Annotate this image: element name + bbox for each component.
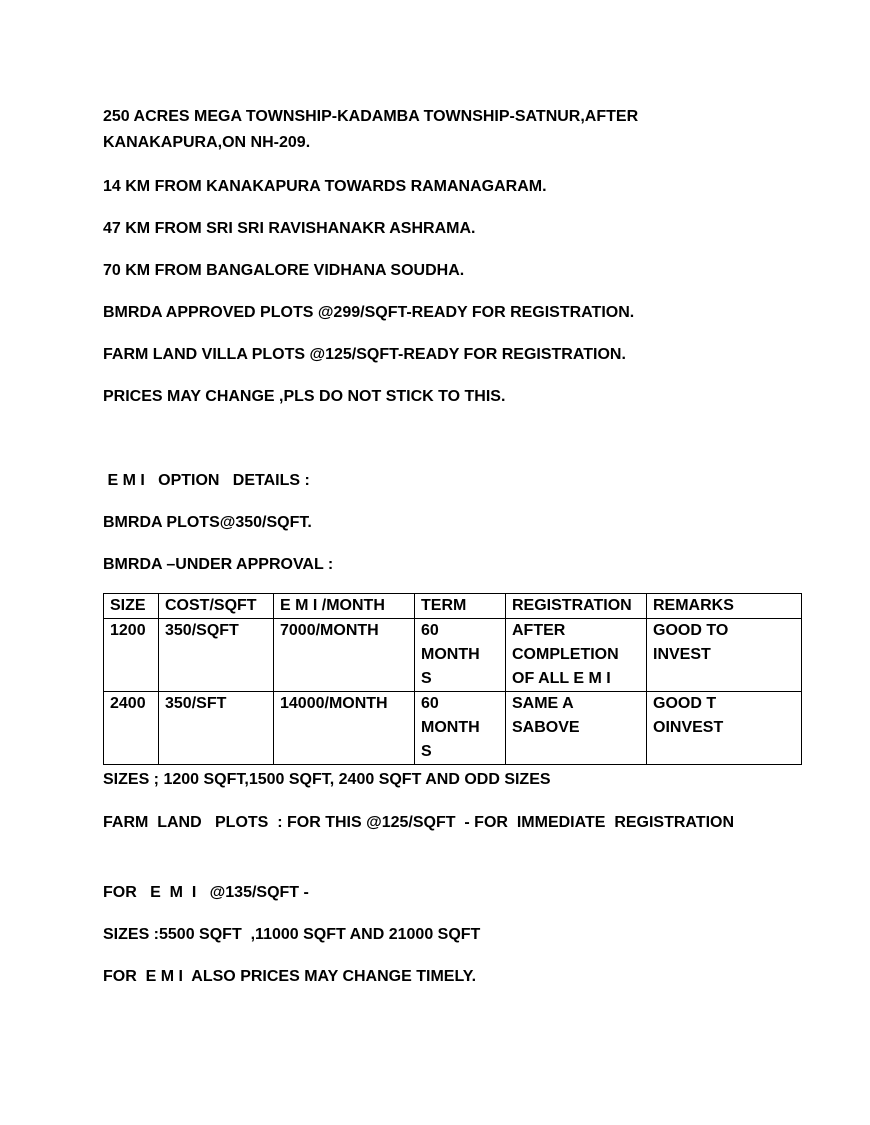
bmrda-emi-rate: BMRDA PLOTS@350/SQFT. bbox=[103, 514, 312, 531]
farm-villa-price: FARM LAND VILLA PLOTS @125/SQFT-READY FOR REGISTRATION. bbox=[103, 346, 626, 363]
cell-remarks: GOOD T OINVEST bbox=[647, 692, 802, 765]
table-row bbox=[104, 619, 802, 692]
cell-registration: AFTER COMPLETION OF ALL E M I bbox=[506, 619, 647, 692]
township-title-line2: KANAKAPURA,ON NH-209. bbox=[103, 134, 311, 151]
emi-table bbox=[103, 593, 802, 765]
header-cost: COST/SQFT bbox=[159, 594, 274, 619]
distance-kanakapura: 14 KM FROM KANAKAPURA TOWARDS RAMANAGARAM. bbox=[103, 178, 547, 195]
cell-term: 60 MONTH S bbox=[415, 619, 506, 692]
header-registration: REGISTRATION bbox=[506, 594, 647, 619]
distance-ashrama: 47 KM FROM SRI SRI RAVISHANAKR ASHRAMA. bbox=[103, 220, 476, 237]
table-header-row bbox=[104, 594, 802, 619]
distance-bangalore: 70 KM FROM BANGALORE VIDHANA SOUDHA. bbox=[103, 262, 465, 279]
available-sizes: SIZES ; 1200 SQFT,1500 SQFT, 2400 SQFT AND ODD SIZES bbox=[103, 771, 551, 788]
emi-heading: E M I OPTION DETAILS : bbox=[103, 472, 310, 489]
cell-remarks: GOOD TO INVEST bbox=[647, 619, 802, 692]
header-remarks: REMARKS bbox=[647, 594, 802, 619]
farm-emi-note: FOR E M I ALSO PRICES MAY CHANGE TIMELY. bbox=[103, 968, 477, 985]
bmrda-approved-price: BMRDA APPROVED PLOTS @299/SQFT-READY FOR REGISTRATION. bbox=[103, 304, 635, 321]
header-term: TERM bbox=[415, 594, 506, 619]
farm-sizes: SIZES :5500 SQFT ,11000 SQFT AND 21000 SQFT bbox=[103, 926, 481, 943]
price-disclaimer: PRICES MAY CHANGE ,PLS DO NOT STICK TO THIS. bbox=[103, 388, 506, 405]
cell-cost: 350/SFT bbox=[159, 692, 274, 765]
cell-size: 2400 bbox=[104, 692, 159, 765]
table-row bbox=[104, 692, 802, 765]
farm-land-plots: FARM LAND PLOTS : FOR THIS @125/SQFT - FOR IMMEDIATE REGISTRATION bbox=[103, 814, 735, 831]
cell-registration: SAME A SABOVE bbox=[506, 692, 647, 765]
cell-size: 1200 bbox=[104, 619, 159, 692]
farm-emi-rate: FOR E M I @135/SQFT - bbox=[103, 884, 309, 901]
header-emi: E M I /MONTH bbox=[274, 594, 415, 619]
header-size: SIZE bbox=[104, 594, 159, 619]
cell-term: 60 MONTH S bbox=[415, 692, 506, 765]
cell-cost: 350/SQFT bbox=[159, 619, 274, 692]
cell-emi: 14000/MONTH bbox=[274, 692, 415, 765]
township-title-line1: 250 ACRES MEGA TOWNSHIP-KADAMBA TOWNSHIP-SATNUR,AFTER bbox=[103, 108, 639, 125]
cell-emi: 7000/MONTH bbox=[274, 619, 415, 692]
bmrda-under-approval: BMRDA –UNDER APPROVAL : bbox=[103, 556, 334, 573]
